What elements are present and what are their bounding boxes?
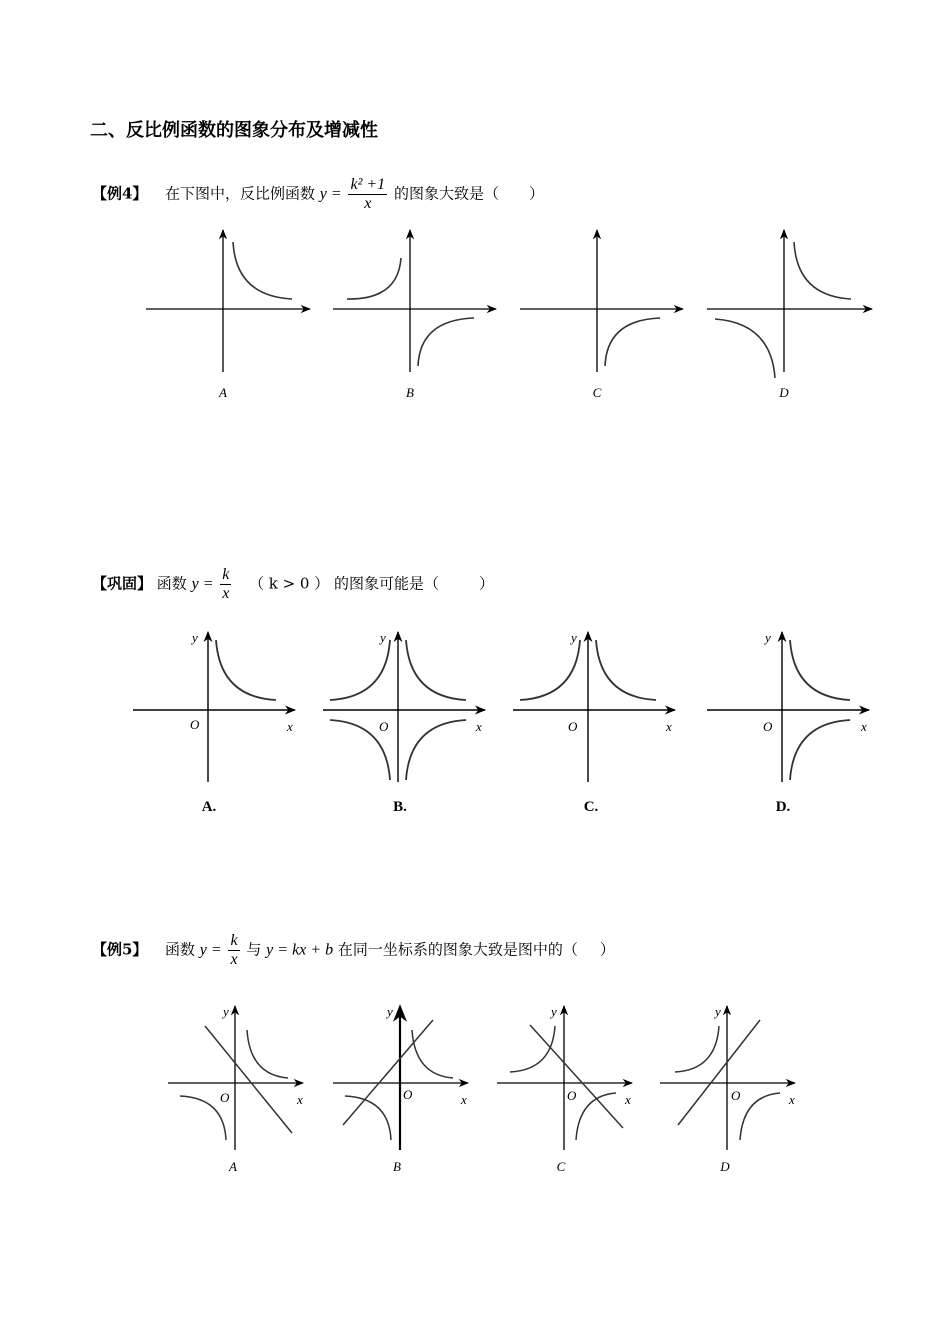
example-4-text-before: 在下图中，反比例函数	[165, 184, 316, 203]
example-4-close: ）	[528, 184, 544, 203]
option-label-c: C	[592, 385, 602, 400]
example-4-text-after: 的图象大致是（	[393, 184, 499, 203]
practice-y-eq: y =	[191, 575, 214, 593]
option-label-d: D	[720, 1159, 730, 1174]
hyperbola-branch-q1	[596, 640, 656, 700]
y-axis-label: y	[380, 630, 386, 645]
y-axis-label: y	[765, 630, 771, 645]
example-4-figure-d	[707, 230, 872, 400]
example-5-frac-num: k	[230, 932, 238, 949]
hyperbola-branch-q3	[715, 319, 775, 378]
hyperbola-branch-q2	[675, 1026, 719, 1072]
x-axis-label: x	[287, 719, 293, 734]
straight-line	[678, 1020, 760, 1125]
x-axis-label: x	[461, 1092, 467, 1107]
example-5-line-eq: y = kx + b	[266, 941, 334, 959]
example-4-figure-a	[146, 230, 310, 400]
example-5-close: ）	[599, 940, 615, 959]
hyperbola-branch-q1	[233, 242, 292, 299]
practice-text-before: 函数	[156, 574, 187, 593]
origin-label: O	[220, 1090, 230, 1105]
hyperbola-branch-q1	[406, 640, 466, 700]
y-axis-label: y	[192, 630, 198, 645]
hyperbola-branch-q2	[330, 640, 390, 700]
example-4-figure-b	[333, 230, 496, 400]
practice-tag: 【巩固】	[92, 574, 153, 593]
x-axis-label: x	[666, 719, 672, 734]
hyperbola-branch-q2	[520, 640, 580, 700]
hyperbola-branch-q1	[794, 242, 851, 299]
option-label-d: D	[779, 385, 789, 400]
x-axis-label: x	[789, 1092, 795, 1107]
hyperbola-branch-q4	[740, 1093, 780, 1140]
practice-figure-d	[707, 630, 869, 815]
section-title: 二、反比例函数的图象分布及增减性	[90, 120, 378, 141]
option-label-a: A	[229, 1159, 237, 1174]
straight-line	[530, 1025, 623, 1128]
option-label-b: B.	[393, 799, 407, 815]
origin-label: O	[403, 1087, 413, 1102]
practice-condition: （ k > 0 ）	[248, 574, 330, 593]
y-axis-label: y	[387, 1004, 393, 1019]
hyperbola-branch-q4	[576, 1093, 616, 1140]
example-5-text-before: 函数	[165, 940, 196, 959]
option-label-b: B	[393, 1159, 401, 1174]
practice-frac-den: x	[222, 585, 230, 602]
x-axis-label: x	[297, 1092, 303, 1107]
option-label-b: B	[406, 385, 414, 400]
hyperbola-branch-q1	[790, 640, 850, 700]
origin-label: O	[567, 1088, 577, 1103]
y-axis-label: y	[223, 1004, 229, 1019]
y-axis-label: y	[715, 1004, 721, 1019]
example-5-text-after: 在同一坐标系的图象大致是图中的（	[337, 940, 578, 959]
hyperbola-branch-q1	[216, 640, 276, 700]
example-5-mid: 与	[246, 940, 262, 959]
origin-label: O	[190, 717, 200, 732]
practice-close: ）	[479, 574, 495, 593]
origin-label: O	[731, 1088, 741, 1103]
example-4-tag: 【例4】	[92, 184, 148, 203]
hyperbola-branch-q4	[406, 720, 466, 780]
example-4-figure-c	[520, 230, 683, 400]
example-5-tag: 【例5】	[92, 940, 148, 959]
x-axis-label: x	[476, 719, 482, 734]
option-label-c: C	[556, 1159, 566, 1174]
straight-line	[343, 1020, 433, 1125]
hyperbola-branch-q4	[418, 318, 474, 366]
practice-frac-num: k	[222, 566, 230, 583]
example-4-frac-den: x	[364, 195, 372, 212]
practice-figure-a	[133, 630, 295, 815]
option-label-d: D.	[775, 799, 791, 815]
option-label-a: A.	[201, 799, 217, 815]
hyperbola-branch-q4	[605, 318, 660, 366]
hyperbola-branch-q3	[345, 1096, 391, 1140]
option-label-a: A	[219, 385, 227, 400]
example-4-frac-num: k² +1	[350, 176, 386, 193]
hyperbola-branch-q1	[247, 1030, 288, 1078]
option-label-c: C.	[583, 799, 599, 815]
example-5-figure-b	[333, 1004, 468, 1174]
hyperbola-branch-q2	[347, 258, 401, 299]
practice-figure-b	[323, 630, 485, 815]
example-5-figure-a	[168, 1004, 303, 1174]
x-axis-label: x	[625, 1092, 631, 1107]
origin-label: O	[568, 719, 578, 734]
example-5-figure-c	[497, 1004, 632, 1174]
origin-label: O	[763, 719, 773, 734]
hyperbola-branch-q4	[790, 720, 850, 780]
hyperbola-branch-q2	[510, 1026, 555, 1072]
y-axis-label: y	[551, 1004, 557, 1019]
example-5-figure-d	[660, 1004, 795, 1174]
practice-figure-c	[513, 630, 675, 815]
x-axis-label: x	[861, 719, 867, 734]
origin-label: O	[379, 719, 389, 734]
example-5-frac-den: x	[230, 951, 238, 968]
y-axis-label: y	[571, 630, 577, 645]
example-4-y-eq: y =	[319, 185, 342, 203]
example-5-y-eq: y =	[199, 941, 222, 959]
practice-text-after: 的图象可能是（	[334, 574, 440, 593]
